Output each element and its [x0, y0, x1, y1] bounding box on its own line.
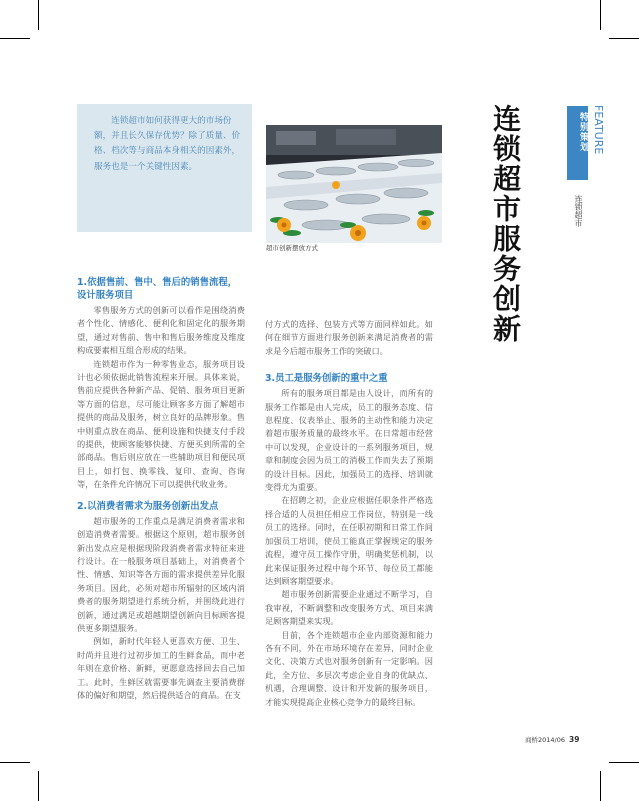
issue-label: 商桥2014/06: [525, 736, 566, 744]
crop-mark-bl-v: [38, 771, 39, 801]
article-title: 连锁超市服务创新: [489, 104, 522, 344]
page-number: 39: [569, 735, 580, 744]
section-1-paragraph-2: 连锁超市作为一种零售业态，服务项目设计也必须依据此销售流程来开展。具体来说，售前应提供各种新产品、促销、服务项目更新等方面的信息，尽可能让顾客多方面了解超市提供的商品及服务，树立良好的品牌形象。售中则重点放在商品、便利设施和快捷支付手段的提供，使顾客能够快捷、方便买到所需的全部商品。售后则应放在一些辅助项目和便民项目上，如打包、换零钱、复印、查询、咨询等，在条件允许情况下可以提供代收业务。: [77, 358, 245, 490]
crop-mark-tr-h: [609, 38, 639, 39]
section-1-paragraph-1: 零售服务方式的创新可以看作是围绕消费者个性化、情感化、便利化和固定化的服务期望，通过对售前、售中和售后服务维度及维度构成要素相互组合形成的结果。: [77, 305, 245, 356]
section-1-heading: 1.依据售前、售中、售后的销售流程，设计服务项目: [77, 277, 238, 301]
section-3-paragraph-3: 超市服务创新需要企业通过不断学习，自我审视，不断调整和改变服务方式、项目来满足顾客期望来实现。: [265, 589, 433, 627]
section-3-paragraph-4: 目前，各个连锁超市企业内部资源和能力各有不同，外在市场环境存在差异，同时企业文化、决策方式也对服务创新有一定影响。因此，全方位、多层次考虑企业自身的优缺点、机遇，合理调整、设计和开发新的服务项目，才能实现提高企业核心竞争力的最终目标。: [265, 629, 433, 707]
continued-paragraph: 付方式的选择、包装方式等方面同样如此。如何在细节方面进行服务创新来满足消费者的需求是今后超市服务工作的突破口。: [265, 319, 433, 356]
section-3-heading: 3.员工是服务创新的重中之重: [265, 373, 388, 385]
crop-mark-tr-v: [600, 0, 601, 30]
article-photo: [266, 125, 442, 243]
lead-text: 连锁超市如何获得更大的市场份额，并且长久保存优势？除了质量、价格、档次等与商品本身相关的因素外，服务也是一个关键性因素。: [94, 116, 241, 172]
section-2-paragraph-1: 超市服务的工作重点是满足消费者需求和创造消费者需要。根据这个原则，超市服务创新出发点应是根据现阶段消费者需求特征来进行设计。在一般服务项目基础上，对消费者个性、情感、知识等各方面的需求提供差异化服务项目。因此，必须对超市所辐射的区域内消费者的服务期望进行系统分析，并围绕此进行创新，通过满足或超越期望创新向目标顾客提供更多期望服务。: [77, 515, 245, 633]
section-3-paragraph-2: 在招聘之初，企业应根据任职条件严格选择合适的人员担任相应工作岗位，特别是一线员工的选择。同时，在任职初期和日常工作间加强员工培训，使员工能真正掌握规定的服务流程，遵守员工操作守册，明确奖惩机制，以此来保证服务过程中每个环节、每位员工都能达到顾客期望要求。: [265, 495, 433, 586]
right-column: [265, 318, 433, 709]
crop-mark-tl-v: [38, 0, 39, 30]
left-column: [77, 276, 245, 702]
section-2-paragraph-2: 例如，新时代年轻人更喜欢方便、卫生、时尚并且进行过初步加工的生鲜食品，而中老年则在意价格、新鲜，更愿意选择回去自己加工。此时，生鲜区就需要事先调查主要消费群体的偏好和期望，然后提供适合的商品。在支: [77, 636, 245, 700]
section-2-heading: 2.以消费者需求为服务创新出发点: [77, 500, 219, 512]
crop-mark-bl-h: [0, 762, 30, 763]
crop-mark-br-v: [600, 771, 601, 801]
crop-mark-tl-h: [0, 38, 30, 39]
photo-caption: 超市创新摆放方式: [266, 244, 386, 253]
seafood-display-illustration: [266, 125, 442, 243]
feature-en-label: FEATURE: [592, 105, 605, 155]
page-footer: [525, 735, 585, 744]
section-label: 连锁超市: [574, 195, 583, 227]
feature-cn-label: 特别策划: [578, 112, 588, 152]
section-3-paragraph-1: 所有的服务项目都是由人设计，而所有的服务工作都是由人完成，员工的服务态度、信息程度、仪表举止、服务的主动性和能力决定着超市服务质量的最终水平。在日常超市经营中可以发现，企业设计的一系列服务项目，规章和制度会因为员工的消极工作而失去了预期的设计目标。因此，加强员工的选择、培训就变得尤为重要。: [265, 388, 433, 493]
crop-mark-br-h: [609, 762, 639, 763]
